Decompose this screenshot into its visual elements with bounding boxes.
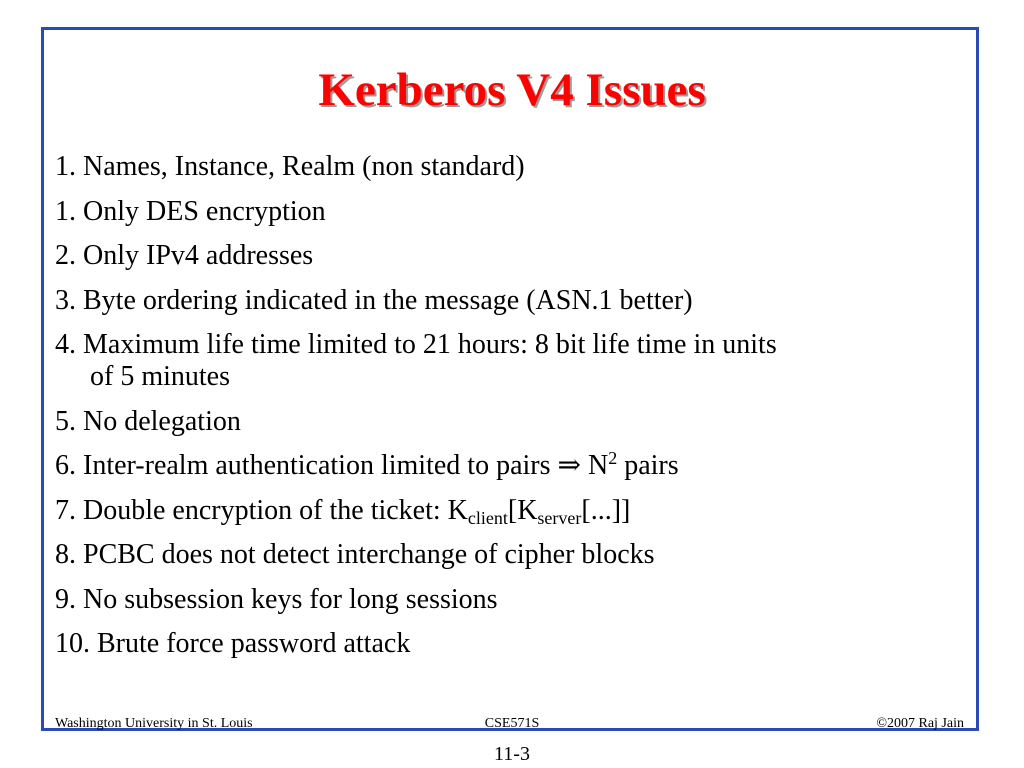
list-item-continuation: of 5 minutes	[90, 361, 230, 392]
list-item	[55, 628, 955, 660]
list-item-symbol: N	[587, 450, 609, 481]
list-item	[55, 584, 955, 616]
bullet-list	[55, 151, 955, 673]
superscript: 2	[608, 448, 618, 468]
subscript: client	[467, 507, 508, 528]
list-item-text: 3. Byte ordering indicated in the message (ASN.1 better)	[55, 284, 693, 316]
list-item-text: 10. Brute force password attack	[55, 628, 411, 659]
implies-arrow-icon: ⇒	[557, 450, 581, 481]
list-item-text: 8. PCBC does not detect interchange of cipher blocks	[55, 539, 655, 570]
subscript: server	[537, 507, 582, 528]
footer-right: ©2007 Raj Jain	[876, 716, 964, 731]
page-number: 11-3	[494, 743, 530, 765]
list-item-text: 4. Maximum life time limited to 21 hours: 8 bit life time in units	[55, 329, 777, 360]
list-item	[55, 285, 955, 317]
list-item-text: 6. Inter-realm authentication limited to pairs	[55, 450, 551, 481]
list-item-text: 1. Only DES encryption	[55, 195, 326, 227]
slide-title: Kerberos V4 Issues	[318, 64, 706, 116]
list-item	[55, 329, 955, 393]
list-item-text: 5. No delegation	[55, 405, 241, 437]
list-item-tail: [...]]	[581, 494, 631, 526]
footer-left: Washington University in St. Louis	[55, 716, 253, 731]
list-item-text: 2. Only IPv4 addresses	[55, 240, 314, 271]
list-item	[55, 495, 955, 527]
footer-center: CSE571S	[484, 716, 540, 731]
list-item	[55, 240, 955, 272]
list-item	[55, 406, 955, 438]
list-item-text: 9. No subsession keys for long sessions	[55, 583, 498, 615]
list-item-mid: [K	[507, 494, 538, 526]
list-item	[55, 539, 955, 571]
list-item	[55, 196, 955, 228]
list-item	[55, 450, 955, 482]
list-item-text: 1. Names, Instance, Realm (non standard)	[55, 151, 525, 182]
list-item	[55, 151, 955, 183]
list-item-tail: pairs	[624, 450, 679, 481]
list-item-text: 7. Double encryption of the ticket: K	[55, 494, 468, 526]
